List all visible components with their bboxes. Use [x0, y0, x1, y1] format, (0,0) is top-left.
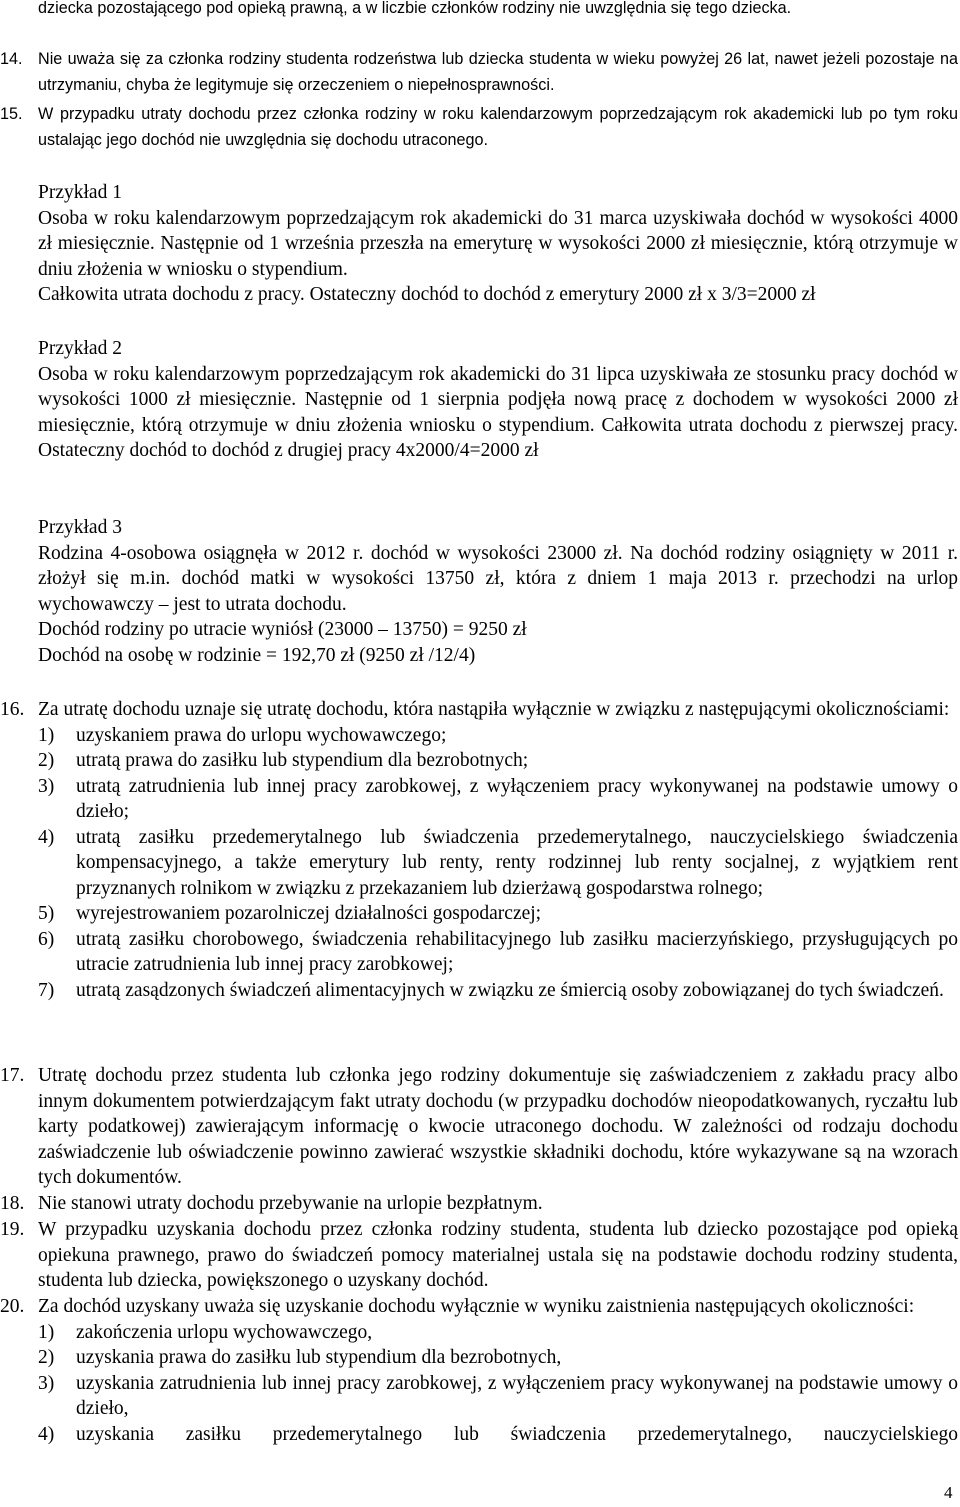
item-text: W przypadku uzyskania dochodu przez członka rodziny studenta, studenta lub dziecko pozostające pod opieką opiekuna prawnego, prawo do świadczeń pomocy materialnej ustala się na podstawie dochodu rodziny studenta, studenta lub dziecka, powiększonego o uzyskany dochód. [38, 1219, 958, 1291]
example-1 [38, 180, 958, 308]
example-3 [38, 515, 958, 668]
item-19 [0, 1217, 958, 1294]
example-line: Rodzina 4-osobowa osiągnęła w 2012 r. dochód w wysokości 23000 zł. Na dochód rodziny osiągnięty w 2011 r. złożył się m.in. dochód matki w wysokości 13750 zł, która z dniem 1 maja 2013 r. przechodzi na urlop wychowawczy – jest to utrata dochodu. [38, 542, 958, 615]
item-text: Nie stanowi utraty dochodu przebywanie na urlopie bezpłatnym. [38, 1193, 543, 1214]
item-number: 17. [0, 1065, 25, 1086]
list-item: 6) utratą zasiłku chorobowego, świadczenia rehabilitacyjnego lub zasiłku macierzyńskiego, przysługujących po utracie zatrudnienia lub innej pracy zarobkowej; [38, 928, 958, 975]
example-line: Dochód rodziny po utracie wyniósł (23000 – 13750) = 9250 zł [38, 619, 527, 640]
item-number: 14. [0, 50, 23, 68]
item-number: 16. [0, 699, 25, 720]
list-item: 2) uzyskania prawa do zasiłku lub stypendium dla bezrobotnych, [38, 1347, 562, 1368]
item-number: 19. [0, 1219, 25, 1240]
example-title: Przykład 3 [38, 517, 122, 538]
example-2 [38, 336, 958, 464]
example-line: Osoba w roku kalendarzowym poprzedzającym rok akademicki do 31 lipca uzyskiwała ze stosunku pracy dochód w wysokości 1000 zł miesięcznie. Następnie od 1 sierpnia podjęła nową pracę z dochodem w wysokości 2000 zł miesięcznie, którą otrzymuje w dniu złożenia wniosku o stypendium. Całkowita utrata dochodu z pierwszej pracy. Ostateczny dochód to dochód z drugiej pracy 4x2000/4=2000 zł [38, 363, 958, 461]
example-title: Przykład 2 [38, 338, 122, 359]
example-line: Osoba w roku kalendarzowym poprzedzającym rok akademicki do 31 marca uzyskiwała dochód w wysokości 4000 zł miesięcznie. Następnie od 1 września przeszła na emeryturę w wysokości 2000 zł miesięcznie, którą otrzymuje w dniu złożenia w wniosku o stypendium. [38, 207, 958, 280]
list-item: 2) utratą prawa do zasiłku lub stypendium dla bezrobotnych; [38, 750, 529, 771]
page-number: 4 [944, 1483, 953, 1502]
item-number: 15. [0, 105, 23, 123]
item-17 [0, 1063, 958, 1191]
item-text: Za dochód uzyskany uważa się uzyskanie dochodu wyłącznie w wyniku zaistnienia następujących okoliczności: [38, 1296, 915, 1317]
list-item: 1) zakończenia urlopu wychowawczego, [38, 1321, 373, 1343]
item-15 [0, 102, 958, 153]
item-text: Utratę dochodu przez studenta lub członka jego rodziny dokumentuje się zaświadczeniem z zakładu pracy albo innym dokumentem potwierdzającym fakt utraty dochodu (w przypadku dochodów nieopodatkowanych, ryczałtu lub karty podatkowej) zawierającym informację o kwocie utraconego dochodu. W zależności od rodzaju dochodu zaświadczenie lub oświadczenie powinno zawierać wszystkie składniki dochodu, które wykazywane są na wzorach tych dokumentów. [38, 1065, 958, 1188]
item-text: Nie uważa się za członka rodziny studenta rodzeństwa lub dziecka studenta w wieku powyżej 26 lat, nawet jeżeli pozostaje na utrzymaniu, chyba że legitymuje się orzeczeniem o niepełnosprawności. [38, 50, 958, 94]
list-item: 1) uzyskaniem prawa do urlopu wychowawczego; [38, 724, 447, 746]
item-number: 20. [0, 1296, 25, 1317]
item-14 [0, 47, 958, 98]
example-title: Przykład 1 [38, 182, 122, 203]
item-16 [0, 697, 958, 1003]
list-item: 3) uzyskania zatrudnienia lub innej pracy zarobkowej, z wyłączeniem pracy wykonywanej na podstawie umowy o dzieło, [38, 1372, 958, 1419]
example-line: Całkowita utrata dochodu z pracy. Ostateczny dochód to dochód z emerytury 2000 zł x 3/3=2000 zł [38, 284, 816, 305]
item-text: W przypadku utraty dochodu przez członka rodziny w roku kalendarzowym poprzedzającym rok akademicki lub po tym roku ustalając jego dochód nie uwzględnia się dochodu utraconego. [38, 105, 958, 149]
list-item: 4) utratą zasiłku przedemerytalnego lub świadczenia przedemerytalnego, nauczycielskiego świadczenia kompensacyjnego, a także emerytury lub renty, renty rodzinnej lub renty socjalnej, z wyjątkiem rent przyznanych rolnikom w związku z przekazaniem lub dzierżawą gospodarstwa rolnego; [38, 826, 958, 899]
item-text: Za utratę dochodu uznaje się utratę dochodu, która nastąpiła wyłącznie w związku z następującymi okolicznościami: [38, 699, 950, 720]
example-line: Dochód na osobę w rodzinie = 192,70 zł (9250 zł /12/4) [38, 644, 476, 666]
item-20 [0, 1294, 958, 1447]
item-18 [0, 1191, 958, 1217]
item-number: 18. [0, 1193, 25, 1214]
list-item: 4) uzyskania zasiłku przedemerytalnego lub świadczenia przedemerytalnego, nauczycielskiego [38, 1423, 958, 1445]
list-item: 7) utratą zasądzonych świadczeń alimentacyjnych w związku ze śmiercią osoby zobowiązanej do tych świadczeń. [38, 979, 944, 1001]
list-item: 3) utratą zatrudnienia lub innej pracy zarobkowej, z wyłączeniem pracy wykonywanej na podstawie umowy o dzieło; [38, 775, 958, 822]
continuation-paragraph: dziecka pozostającego pod opieką prawną, a w liczbie członków rodziny nie uwzględnia się tego dziecka. [38, 0, 792, 17]
list-item: 5) wyrejestrowaniem pozarolniczej działalności gospodarczej; [38, 903, 542, 924]
